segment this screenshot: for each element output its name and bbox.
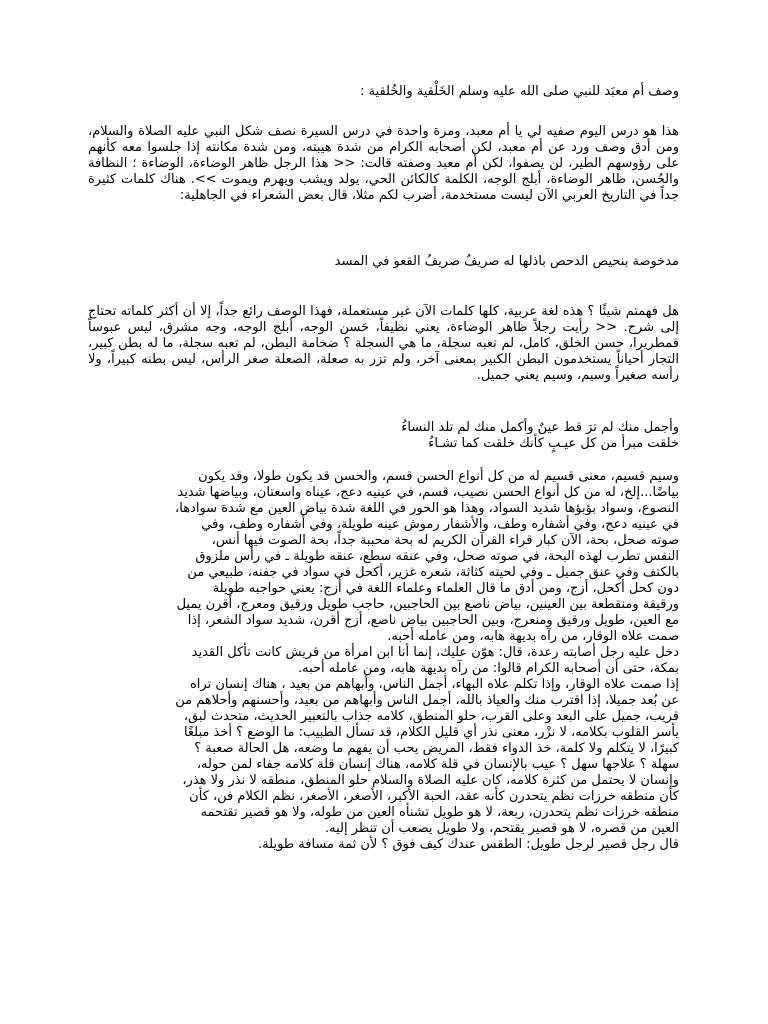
text-line: النصوع، وسواد بؤبؤها شديد السواد، وهذا هو الحور في اللغة شدة بياض العين مع شدة سوادها، — [175, 501, 679, 516]
text-line: سهلة ؟ علاجها سهل ؟ عيب بالإنسان في قلة كلامه، هناك إنسان قلة كلامه جفاء لمن حوله، — [196, 757, 679, 772]
text-line: بالكتف وفي عنق جميل ـ وفي لحيته كثاثة، شعره غزير، أكحل في سواد في جفنه، طبيعي من — [187, 565, 679, 580]
text-line: عن بُعد جميلا، إذا اقترب منك والعياذ بالله، أجمل الناس وأبهاهم من بعيد، وأحسنهم وأحلاهم من — [175, 693, 679, 708]
text-line: صمت علاه الوقار، من رآه بديهة هابه، ومن عامله أحبه. — [387, 629, 679, 644]
poetry-line: مدخوصة بنحيص الدحص باذلها له صريفٌ صريفُ القعو في المسد — [334, 254, 679, 269]
text-line: العين من قصره، لا هو قصير يقتحم، ولا طويل يصعب أن تنظر إليه. — [325, 821, 679, 836]
text-line: قال رجل قصير لرجل طويل: الطقس عندك كيف فوق ؟ لأن ثمة مسافة طويلة. — [258, 837, 679, 852]
text-line: يأسر القلوب بكلامه، لا نزْر، معنى نذر أي قليل الكلام، قد تسأل الطبيب: ما الوضع ؟ أخذ مبلغًا — [183, 725, 679, 740]
text-line: مع العين، طويل ورقيق ومنعرج، وبين الحاجبين بياض ناصع، أزج أقرن، شديد سواد الشعر، إذا — [187, 613, 679, 628]
text-line: النفس تطرب لهذه البحة، في صوته صحل، وفي عنقه سطع، عنقه طويلة ـ في رأس ملزوق — [195, 549, 679, 564]
verse-line: خلقت مبرأ من كل عيـبٍ كأنك خلقت كما تشـاءُ — [428, 436, 679, 451]
paragraph-explanation — [88, 469, 679, 853]
text-line: وإنسان لا يحتمل من كثرة كلامه، كان عليه الصلاة والسلام حلو المنطق، منطقه لا نذر ولا هذر، — [182, 773, 679, 788]
text-line: قريب، جميل على البعد وعلى القرب، حلو المنطق، كلامه جذاب بالتعبير الحديث، متحدث لبق، — [183, 709, 679, 724]
text-line: كأن منطقه خرزات نظم يتحدرن كأنه عقد، الحبة الأكبر، الأصغر، الأصغر، نظم الكلام فن، كأن — [189, 789, 679, 804]
text-line: دون كحل أكحل، أزج، ومن أدق ما قال العلماء وعلماء اللغة في أزج: يعني حواجبه طويلة — [212, 581, 679, 596]
text-line: منطقه خرزات نظم يتحدرن، ربعة، لا هو طويل تشنأه العين من طوله، ولا هو قصير تقتحمه — [200, 805, 679, 820]
text-line: صوته صحل، بحة، الآن كبار قراء القرآن الكريم له بحة محببة جداً، بحة الصوت فيها أنس، — [211, 533, 679, 548]
document-title: وصف أم معبَد للنبي صلى الله عليه وسلم الخَلْقية والخُلقية : — [360, 84, 679, 99]
paragraph-intro: هذا هو درس اليوم صفيه لي يا أم معبد، ومرة واحدة في درس السيرة نصف شكل النبي عليه الصلاة والسلام، ومن أدق وصف ورد عن أم معبد، لكن أصحابه الكرام من شدة هيبته، ومن شدة مكانته إذا جلسوا معه كأنهم على رؤوسهم الطير، لن يصفوا، لكن أم معبد وصفته قالت: << هذا الرجل ظاهر الوضاءة، الوضاءة ؛ النظافة والحُسن، ظاهر الوضاءة، أبلج الوجه، الكلمة كالكائن الحي، يولد ويشب ويهرم ويموت >>. هناك كلمات كثيرة جداً في التاريخ العربي الآن ليست مستخدمة، أضرب لكم مثلا، قال بعض الشعراء في الجاهلية: — [88, 124, 679, 203]
text-line: وسيم قسيم، معنى قسيم له من كل أنواع الحسن قسم، والحسن قد يكون طولا، وقد يكون — [198, 469, 679, 484]
text-line: ورقيقة ومنقطعة بين العينين، بياض ناصع بين الحاجبين، حاجب طويل ورقيق ومعرج، أقرن يميل — [176, 597, 679, 612]
poetry-verse — [88, 420, 679, 452]
verse-line: وأجمل منك لم ترَ قط عينٌ وأكمل منك لم تلد النساءُ — [401, 420, 679, 435]
text-line: في عينيه دعج، وفي أشفاره وطف، والأشفار رموش عينه طويلة، وفي أشفاره وطف، وفي — [201, 517, 679, 532]
text-line: كبيرًا، لا يتكلم ولا كلمة، خذ الدواء فقط، المريض يحب أن يفهم ما وضعه، هل الحالة صعبة ؟ — [194, 741, 679, 756]
paragraph-description: هل فهمتم شيئًا ؟ هذه لغة عربية، كلها كلمات الآن غير مستعملة، فهذا الوصف رائع جداً، إلا أن أكثر كلماته تحتاج إلى شرح. << رأيت رجلاً ظاهر الوضاءة، يعني نظيفاً، حَسن الوجه، أبلج الوجه، وجه مشرق، ليس عبوساً قمطريرا، حسن الخلق، كامل، لم تعبه سجلة، ما هي السجلة ؟ ضخامة البطن، لم تعبه سجلة، ما له بطن كبير، التجار أحياناً يستخدمون البطن الكبير بمعنى آخر، ولم تزر به صعلة، الصعلة صغر الرأس، ليس بطنه كبيراً، ولا رأسه صغيراً وسيم، وسيم يعني جميل. — [88, 304, 679, 383]
text-line: دخل عليه رجل أصابته رعدة، قال: هوّن عليك، إنما أنا ابن امرأة من قريش كانت تأكل القديد — [191, 645, 679, 660]
text-line: بياضًا...إلخ، له من كل أنواع الحسن نصيب، قسم، في عينيه دعج، عيناه واسعتان، وبياضها شديد — [177, 485, 679, 500]
text-line: إذا صمت علاه الوقار، وإذا تكلم علاه البهاء، أجمل الناس، وأبهاهم من بعيد ، هناك إنسان تراه — [189, 677, 679, 692]
text-line: بمكة، حتى أن أصحابه الكرام قالوا: من رآه بديهة هابه، ومن عامله أحبه. — [298, 661, 679, 676]
